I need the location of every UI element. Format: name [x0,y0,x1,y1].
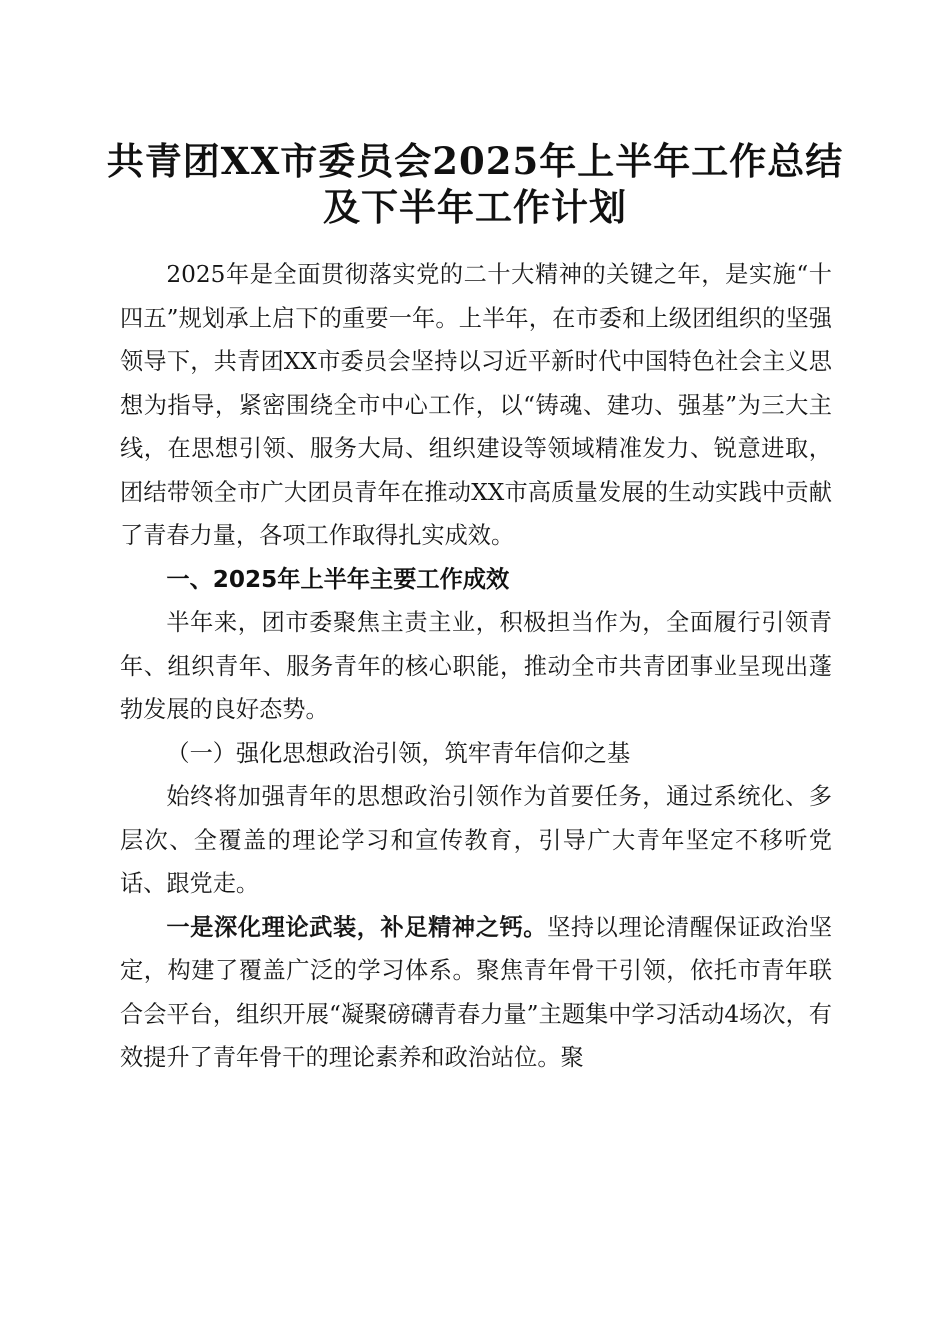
point-body: 坚持以理论清醒保证政治坚定，构建了覆盖广泛的学习体系。聚焦青年骨干引领，依托市青年联合会平台，组织开展“凝聚磅礴青春力量”主题集中学习活动4场次，有效提升了青年骨干的理论素养和政治站位。聚 [120,913,833,1071]
point-lead: 一是深化理论武装，补足精神之钙。 [166,913,548,941]
document-title [60,138,890,230]
title-line-2: 及下半年工作计划 [323,185,627,229]
document-body [120,253,832,1080]
title-line-1: 共青团XX市委员会2025年上半年工作总结 [106,139,844,183]
intro-paragraph: 2025年是全面贯彻落实党的二十大精神的关键之年，是实施“十四五”规划承上启下的重要一年。上半年，在市委和上级团组织的坚强领导下，共青团XX市委员会坚持以习近平新时代中国特色社会主义思想为指导，紧密围绕全市中心工作，以“铸魂、建功、强基”为三大主线，在思想引领、服务大局、组织建设等领域精准发力、锐意进取，团结带领全市广大团员青年在推动XX市高质量发展的生动实践中贡献了青春力量，各项工作取得扎实成效。 [120,261,832,549]
section-heading: 一、2025年上半年主要工作成效 [166,565,510,593]
point-paragraph [120,906,832,1080]
subsection-paragraph: 始终将加强青年的思想政治引领作为首要任务，通过系统化、多层次、全覆盖的理论学习和宣传教育，引导广大青年坚定不移听党话、跟党走。 [120,783,832,897]
subsection-heading: （一）强化思想政治引领，筑牢青年信仰之基 [166,739,631,767]
section-paragraph: 半年来，团市委聚焦主责主业，积极担当作为，全面履行引领青年、组织青年、服务青年的核心职能，推动全市共青团事业呈现出蓬勃发展的良好态势。 [120,609,832,723]
